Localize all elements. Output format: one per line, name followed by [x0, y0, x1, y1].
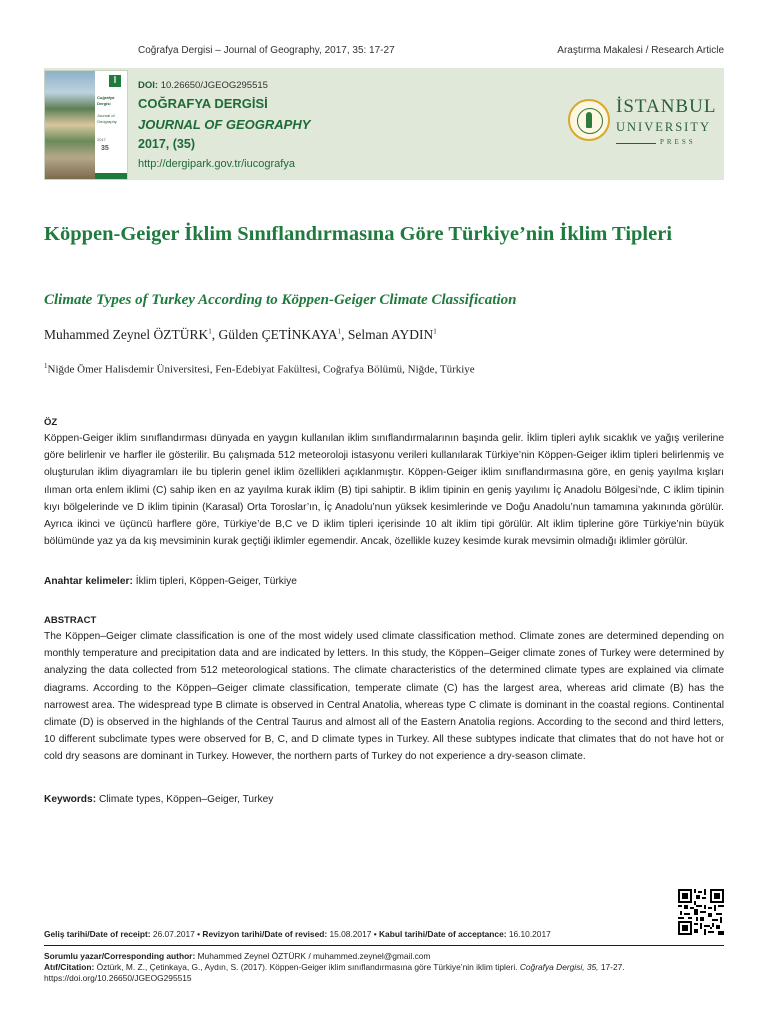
author-name: Muhammed Zeynel ÖZTÜRK: [44, 327, 209, 342]
corresponding-author-label: Sorumlu yazar/Corresponding author:: [44, 951, 196, 961]
journal-cover-thumbnail: [44, 70, 128, 180]
cover-title-line: Geography: [97, 119, 117, 124]
publisher-name: İSTANBUL: [616, 96, 717, 117]
citation-pages: 17-27.: [600, 962, 625, 972]
author-affiliation-mark: 1: [337, 327, 342, 336]
publisher-university: UNIVERSITY: [616, 120, 711, 134]
citation-journal: Coğrafya Dergisi, 35,: [519, 962, 599, 972]
running-head-journal: Coğrafya Dergisi – Journal of Geography, 2017, 35: 17-27: [138, 45, 395, 56]
abstract-keywords-value: Climate types, Köppen–Geiger, Turkey: [98, 794, 274, 805]
abstract-keywords: [44, 794, 273, 805]
doi-label: DOI:: [138, 80, 159, 91]
author-name: Gülden ÇETİNKAYA: [218, 327, 338, 342]
article-dates: Geliş tarihi/Date of receipt: 26.07.2017 • Revizyon tarihi/Date of revised: 15.08.2017 • Kabul tarihi/Date of acceptance: 16.10.2017: [44, 929, 551, 939]
cover-title-line: Coğrafya: [97, 95, 115, 100]
journal-name-en: JOURNAL OF GEOGRAPHY: [138, 117, 311, 132]
cover-year: 2017: [97, 137, 106, 142]
affiliation: [44, 362, 475, 376]
cover-title-line: Journal of: [97, 113, 115, 118]
journal-url-link[interactable]: http://dergipark.gov.tr/iucografya: [138, 158, 295, 170]
author-affiliation-mark: 1: [433, 327, 437, 336]
receipt-date-label: Geliş tarihi/Date of receipt:: [44, 929, 151, 939]
receipt-date: 26.07.2017: [152, 929, 195, 939]
tree-icon: [586, 112, 592, 128]
oz-keywords-value: İklim tipleri, Köppen-Geiger, Türkiye: [135, 576, 297, 587]
corresponding-author: [44, 951, 724, 962]
revised-date-label: Revizyon tarihi/Date of revised:: [202, 929, 328, 939]
citation: [44, 962, 724, 985]
publisher-press: PRESS: [660, 138, 696, 146]
cover-logo-badge: İ: [109, 75, 121, 87]
citation-label: Atıf/Citation:: [44, 962, 95, 972]
affiliation-mark: 1: [44, 362, 48, 370]
author-list: Muhammed Zeynel ÖZTÜRK$^1$, Gülden ÇETİNKAYA$^1$, Selman AYDIN$^1$: [44, 327, 437, 342]
doi-value[interactable]: 10.26650/JGEOG295515: [160, 80, 268, 91]
accepted-date-label: Kabul tarihi/Date of acceptance:: [379, 929, 507, 939]
cover-title-line: Dergisi: [97, 101, 111, 106]
oz-keywords: [44, 576, 297, 587]
accepted-date: 16.10.2017: [508, 929, 551, 939]
citation-doi-link[interactable]: https://doi.org/10.26650/JGEOG295515: [44, 973, 192, 984]
abstract-heading: ABSTRACT: [44, 615, 97, 626]
doi-line: [138, 80, 268, 91]
oz-heading: ÖZ: [44, 417, 58, 428]
article-subtitle: Climate Types of Turkey According to Köppen-Geiger Climate Classification: [44, 292, 517, 308]
running-head-article-type: Araştırma Makalesi / Research Article: [557, 45, 724, 56]
oz-keywords-label: Anahtar kelimeler:: [44, 576, 133, 587]
corresponding-author-value: Muhammed Zeynel ÖZTÜRK / muhammed.zeynel@gmail.com: [197, 951, 431, 961]
oz-text: Köppen-Geiger iklim sınıflandırması dünyada en yaygın kullanılan iklim sınıflandırmalarının başında gelir. İklim tipleri aylık sıcaklık ve yağış verilerine göre belirlenir ve harfler ile gösterilir. Bu çalışmada 512 meteoroloji istasyonu verileri kullanılarak Türkiye’nin Köppen-Geiger iklim tipleri belirlenmiş ve oluşturulan iklim diyagramları ile bu tiplerin genel iklim özellikleri açıklanmıştır. Köppen-Geiger iklim sınıflandırmasına göre, en geniş yayılma kışları ılıman orta enlem iklimi (C) sahip iken en az yayılma kurak iklim (B) tipi sahiptir. B iklim tipinin en geniş yayılımı İç Anadolu Bölgesi’nde, C iklim tipinin kıyı bölgelerinde ve D iklim tipinin (Karasal) Orta Toroslar’ın, İç Anadolu’nun yüksek kesimlerinde ve Doğu Anadolu’nun tamamına yakınında görülür. Ayrıca ikinci ve üçüncü harflere göre, Türkiye’de B,C ve D iklim tipleri içerisinde 10 alt iklim tipi görülür. Alt iklim tiplerine göre Türkiye’nin büyük bölümünde yaz ya da kış mevsiminin kurak geçtiği iklimler egemendir. Ancak, özellikle kuzey kesimde kurak mevsimin olmadığı iklimler görülür.: [44, 433, 724, 548]
abstract-text: The Köppen–Geiger climate classification is one of the most widely used climate classification method. Climate zones are determined depending on monthly temperature and precipitation data and are indicated by letters. In this study, the Köppen–Geiger climate zones of Turkey were determined by analyzing the data collected from 512 meteorological stations. The climate characteristics of the determined climate types are explained via climate diagrams. According to the Köppen–Geiger climate classification, temperate climate (C) has the largest area, whereas arid climate (B) has the narrowest area. The widespread type B climate is observed in Central Anatolia, whereas type C climate is dominant in the coastal regions. Continental climate (D) is observed in the highlands of the Central Taurus and almost all of the Eastern Anatolia regions. According to the second and third letters, 10 different subclimate types were observed for B, C, and D climate types in Turkey. All these subtypes indicate that climates that do not have hot or cold dry seasons are dominant in Turkey. However, the northern parts of Turkey do not experience a dry-season climate.: [44, 631, 724, 763]
author-name: Selman AYDIN: [347, 327, 434, 342]
affiliation-text: Niğde Ömer Halisdemir Üniversitesi, Fen-Edebiyat Fakültesi, Coğrafya Bölümü, Niğde, Türkiye: [47, 363, 475, 376]
article-title: Köppen-Geiger İklim Sınıflandırmasına Göre Türkiye’nin İklim Tipleri: [44, 223, 673, 245]
author-affiliation-mark: 1: [208, 327, 212, 336]
journal-volume: 2017, (35): [138, 137, 195, 151]
citation-text: Öztürk, M. Z., Çetinkaya, G., Aydın, S. (2017). Köppen-Geiger iklim sınıflandırmasına göre Türkiye’nin iklim tipleri.: [96, 962, 518, 972]
publisher-divider: [616, 143, 656, 144]
cover-photo: [45, 71, 95, 179]
revised-date: 15.08.2017: [329, 929, 372, 939]
university-seal-icon: [568, 99, 610, 141]
abstract-keywords-label: Keywords:: [44, 794, 97, 805]
cover-issue-number: 35: [101, 145, 109, 152]
journal-name-tr: COĞRAFYA DERGİSİ: [138, 96, 268, 111]
footer-divider: [44, 945, 724, 946]
